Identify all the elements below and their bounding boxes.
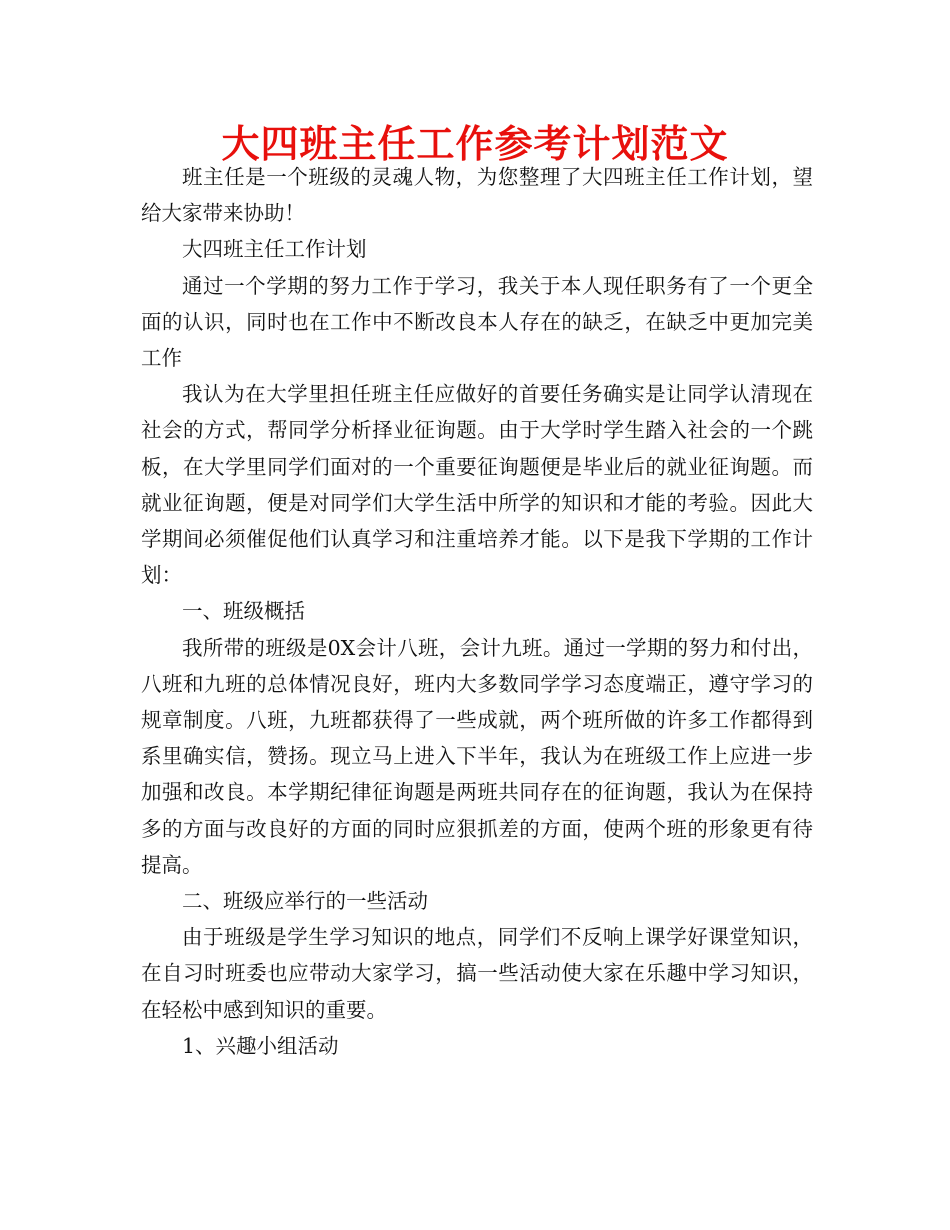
paragraph-activities: 由于班级是学生学习知识的地点，同学们不反响上课学好课堂知识，在自习时班委也应带动大家学习，搞一些活动使大家在乐趣中学习知识，在轻松中感到知识的重要。	[141, 925, 813, 1022]
section-heading-class-overview: 一、班级概括	[182, 599, 305, 624]
paragraph-main-task: 我认为在大学里担任班主任应做好的首要任务确实是让同学认清现在社会的方式，帮同学分析择业征询题。由于大学时学生踏入社会的一个跳板，在大学里同学们面对的一个重要征询题便是毕业后的就业征询题。而就业征询题，便是对同学们大学生活中所学的知识和才能的考验。因此大学期间必须催促他们认真学习和注重培养才能。以下是我下学期的工作计划：	[141, 382, 813, 588]
paragraph-plan-heading: 大四班主任工作计划	[182, 237, 367, 262]
subsection-heading-interest-groups: 1、兴趣小组活动	[182, 1033, 339, 1058]
paragraph-reflection: 通过一个学期的努力工作于学习，我关于本人现任职务有了一个更全面的认识，同时也在工作中不断改良本人存在的缺乏，在缺乏中更加完美工作	[141, 273, 813, 371]
document-title: 大四班主任工作参考计划范文	[221, 121, 729, 166]
section-heading-activities: 二、班级应举行的一些活动	[182, 889, 428, 914]
document-body	[141, 159, 813, 1064]
paragraph-class-overview: 我所带的班级是0X会计八班，会计九班。通过一学期的努力和付出，八班和九班的总体情况良好，班内大多数同学学习态度端正，遵守学习的规章制度。八班，九班都获得了一些成就，两个班所做的许多工作都得到系里确实信，赞扬。现立马上进入下半年，我认为在班级工作上应进一步加强和改良。本学期纪律征询题是两班共同存在的征询题，我认为在保持多的方面与改良好的方面的同时应狠抓差的方面，使两个班的形象更有待提高。	[141, 635, 813, 877]
paragraph-intro: 班主任是一个班级的灵魂人物，为您整理了大四班主任工作计划，望给大家带来协助！	[141, 165, 813, 226]
